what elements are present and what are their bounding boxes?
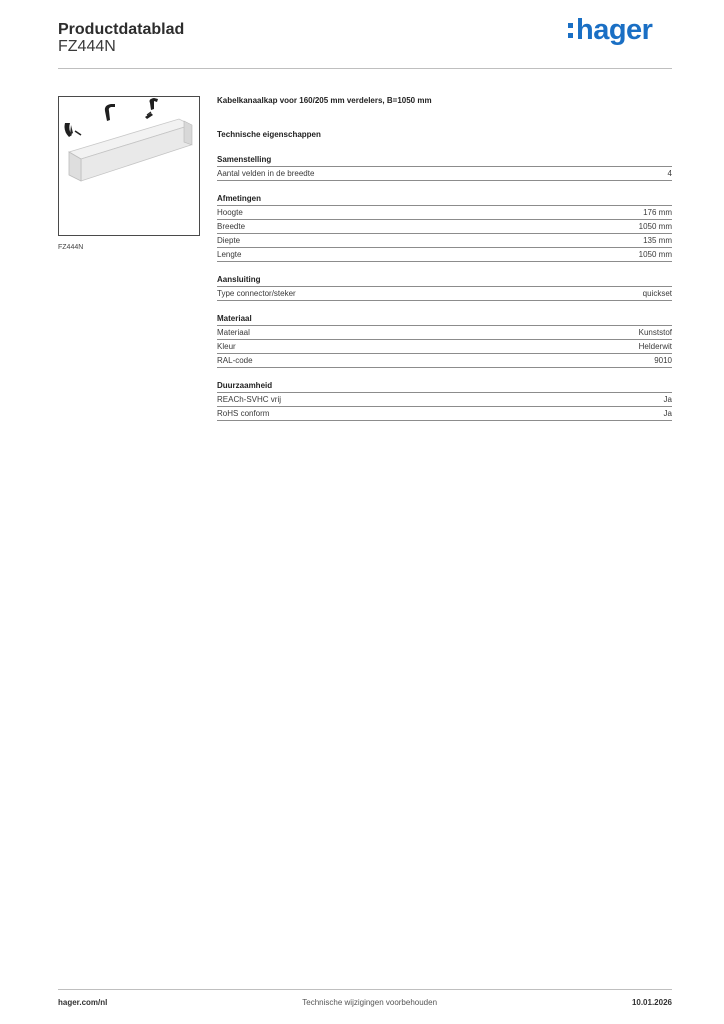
spec-label: Diepte [217, 236, 241, 245]
spec-row [217, 407, 672, 421]
product-description: Kabelkanaalkap voor 160/205 mm verdelers, B=1050 mm [217, 96, 432, 105]
page-title: Productdatablad [58, 21, 185, 38]
spec-label: Kleur [217, 342, 236, 351]
section-title: Materiaal [217, 312, 672, 326]
spec-value: 1050 mm [638, 250, 672, 259]
spec-row [217, 326, 672, 340]
section-title: Aansluiting [217, 273, 672, 287]
footer-date: 10.01.2026 [631, 998, 672, 1007]
spec-label: Materiaal [217, 328, 250, 337]
footer-divider [58, 989, 672, 990]
section-samenstelling [217, 153, 672, 181]
footer-website-link[interactable]: hager.com/nl [58, 998, 108, 1007]
header-divider [58, 68, 672, 69]
logo-dots-icon [568, 23, 573, 38]
section-aansluiting [217, 273, 672, 301]
spec-value: Helderwit [638, 342, 672, 351]
technical-properties-heading: Technische eigenschappen [217, 130, 321, 139]
spec-row [217, 248, 672, 262]
spec-row [217, 234, 672, 248]
spec-value: Kunststof [638, 328, 672, 337]
section-title: Afmetingen [217, 192, 672, 206]
product-code: FZ444N [58, 38, 116, 55]
spec-row [217, 393, 672, 407]
logo-text: hager [576, 14, 653, 46]
section-duurzaamheid [217, 379, 672, 421]
spec-row [217, 354, 672, 368]
spec-value: 135 mm [643, 236, 672, 245]
product-image [58, 96, 200, 236]
spec-row [217, 206, 672, 220]
spec-value: Ja [663, 409, 672, 418]
spec-row [217, 287, 672, 301]
spec-value: 176 mm [643, 208, 672, 217]
spec-label: Lengte [217, 250, 242, 259]
spec-value: 1050 mm [638, 222, 672, 231]
footer-disclaimer: Technische wijzigingen voorbehouden [302, 998, 438, 1007]
section-materiaal [217, 312, 672, 368]
hager-logo [568, 14, 652, 47]
spec-value: quickset [642, 289, 672, 298]
section-title: Duurzaamheid [217, 379, 672, 393]
spec-area [217, 94, 672, 421]
section-title: Samenstelling [217, 153, 672, 167]
cable-cover-illustration [59, 97, 199, 235]
spec-value: 9010 [654, 356, 672, 365]
section-afmetingen [217, 192, 672, 262]
spec-label: REACh-SVHC vrij [217, 395, 282, 404]
footer [58, 998, 672, 1007]
spec-row [217, 340, 672, 354]
spec-label: Aantal velden in de breedte [217, 169, 315, 178]
spec-row [217, 167, 672, 181]
spec-label: RAL-code [217, 356, 253, 365]
spec-value: Ja [663, 395, 672, 404]
spec-label: Type connector/steker [217, 289, 296, 298]
spec-row [217, 220, 672, 234]
spec-label: RoHS conform [217, 409, 270, 418]
spec-label: Hoogte [217, 208, 243, 217]
image-caption: FZ444N [58, 244, 84, 251]
spec-value: 4 [667, 169, 672, 178]
spec-label: Breedte [217, 222, 246, 231]
